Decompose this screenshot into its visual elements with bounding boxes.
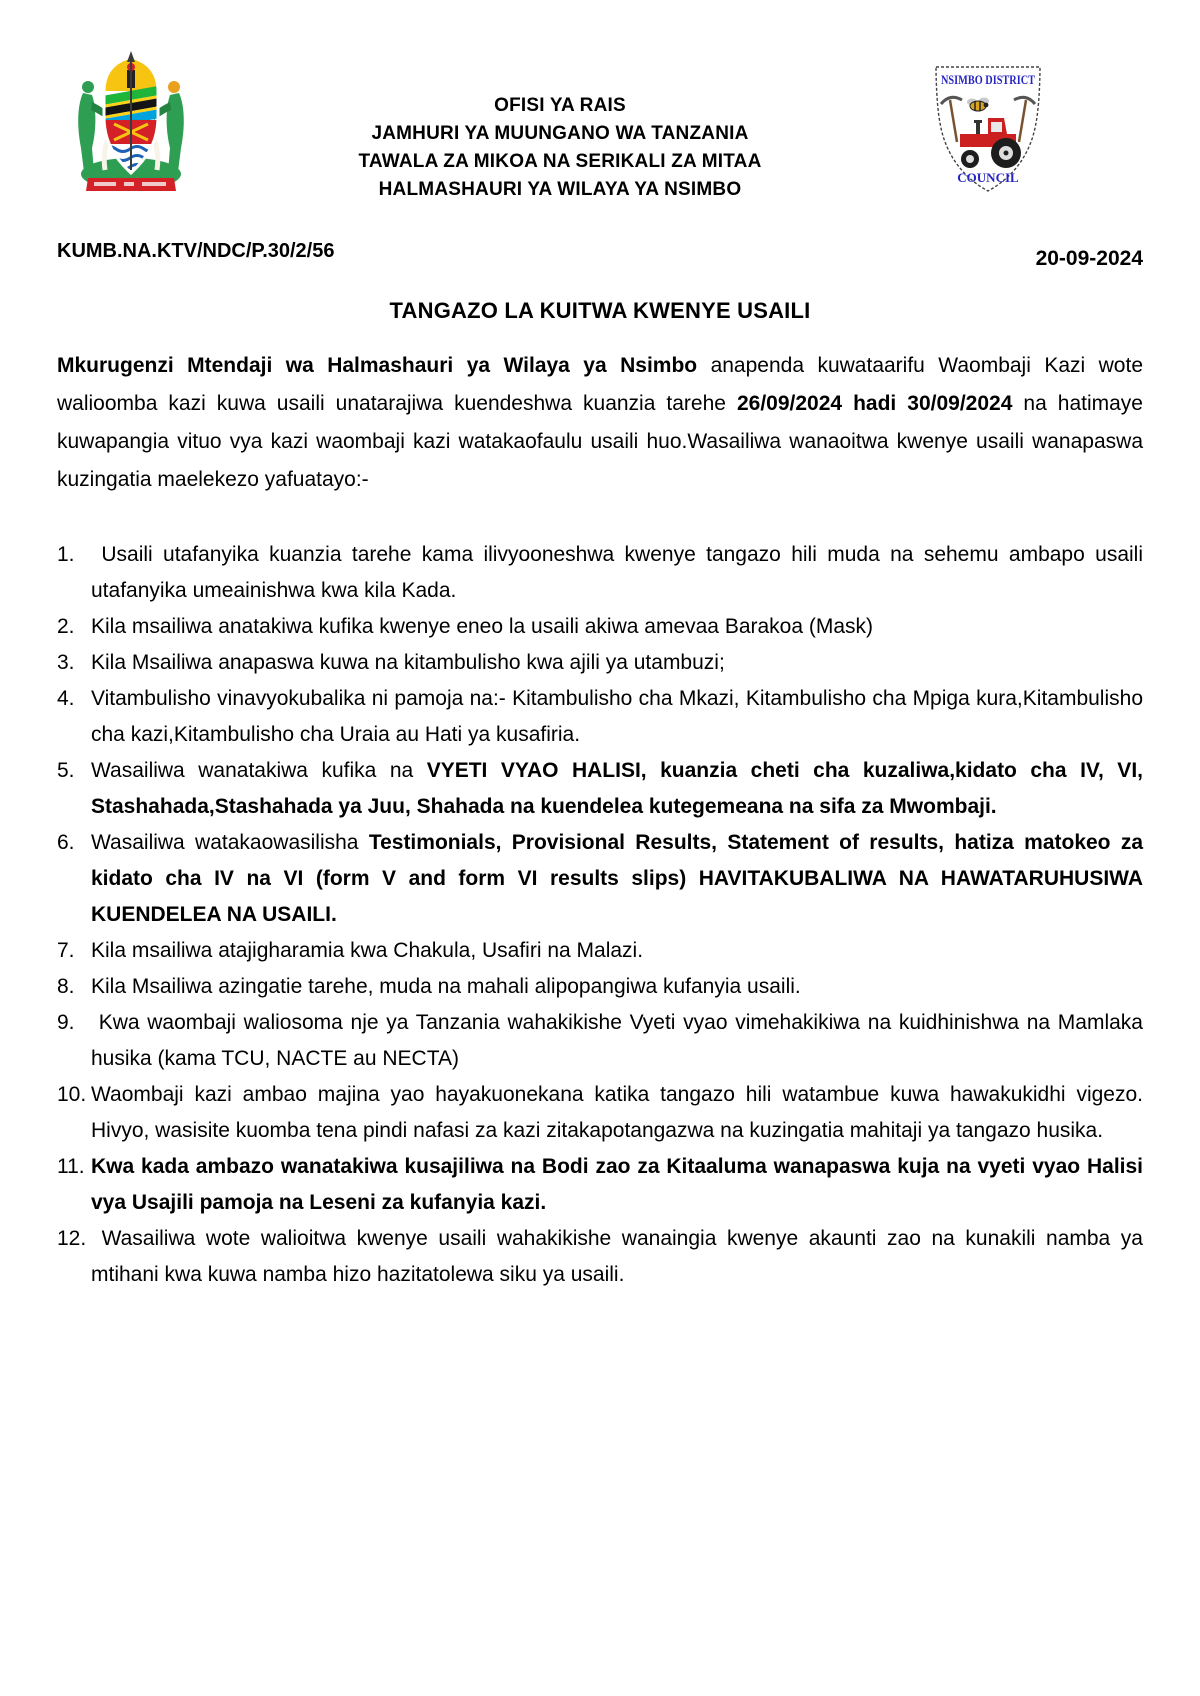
item-number: 12. (57, 1227, 87, 1250)
item-text (91, 1011, 1143, 1070)
item-number: 2. (57, 615, 75, 638)
list-item (57, 681, 1143, 753)
item-text (91, 975, 801, 998)
item-number: 11. (57, 1155, 85, 1178)
letterhead-line-2: JAMHURI YA MUUNGANO WA TANZANIA (371, 123, 749, 144)
item-text (91, 759, 1143, 818)
item-text (91, 543, 1143, 602)
letterhead-line-1: OFISI YA RAIS (494, 95, 626, 116)
item-text (91, 1227, 1143, 1286)
text-segment: Kila Msailiwa anapaswa kuwa na kitambulisho kwa ajili ya utambuzi; (91, 651, 725, 674)
text-segment: Kila msailiwa anatakiwa kufika kwenye eneo la usaili akiwa amevaa Barakoa (Mask) (91, 615, 874, 638)
item-text (91, 939, 643, 962)
item-text (91, 1155, 1143, 1214)
item-number: 8. (57, 975, 75, 998)
list-item (57, 1077, 1143, 1149)
list-item (57, 1005, 1143, 1077)
text-segment: anapenda kuwataarifu Waombaji Kazi wote walioomba kazi kuwa usaili unatarajiwa kuendeshwa kuanzia tarehe (57, 354, 1143, 415)
text-segment: Mkurugenzi Mtendaji wa Halmashauri ya Wilaya ya Nsimbo (57, 354, 698, 377)
letterhead-line-4: HALMASHAURI YA WILAYA YA NSIMBO (378, 179, 742, 200)
text-segment: Wasailiwa wote walioitwa kwenye usaili wahakikishe wanaingia kwenye akaunti zao na kunakili namba ya mtihani kwa kuwa namba hizo hazitatolewa siku ya usaili. (91, 1227, 1143, 1286)
item-number: 3. (57, 651, 75, 674)
list-item (57, 1221, 1143, 1293)
text-segment: 26/09/2024 hadi 30/09/2024 (736, 392, 1013, 415)
item-number: 6. (57, 831, 75, 854)
text-segment: Testimonials, Provisional Results, Statement of results, hatiza matokeo za kidato cha IV na VI (form V and form VI results slips) HAVITAKUBALIWA NA HAWATARUHUSIWA KUENDELEA NA USAILI. (91, 831, 1144, 926)
document-body (57, 347, 1143, 1293)
text-segment: Kwa waombaji waliosoma nje ya Tanzania wahakikishe Vyeti vyao vimehakikiwa na kuidhinishwa na Mamlaka husika (kama TCU, NACTE au NECTA) (91, 1011, 1143, 1070)
nsimbo-district-council-logo (926, 60, 1050, 205)
list-item (57, 1149, 1143, 1221)
list-item (57, 969, 1143, 1005)
item-text (91, 651, 725, 674)
reference-row (57, 240, 1143, 271)
text-segment: Usaili utafanyika kuanzia tarehe kama ilivyooneshwa kwenye tangazo hili muda na sehemu ambapo usaili utafanyika umeainishwa kwa kila Kada. (91, 543, 1143, 602)
reference-number: KUMB.NA.KTV/NDC/P.30/2/56 (57, 240, 335, 262)
document-title: TANGAZO LA KUITWA KWENYE USAILI (389, 298, 811, 323)
tanzania-coat-of-arms-logo (64, 50, 198, 211)
text-segment: Kila msailiwa atajigharamia kwa Chakula, Usafiri na Malazi. (91, 939, 644, 962)
text-segment: Kwa kada ambazo wanatakiwa kusajiliwa na Bodi zao za Kitaaluma wanapaswa kuja na vyeti vyao Halisi vya Usajili pamoja na Leseni za kufanyia kazi. (91, 1155, 1143, 1214)
text-segment: na hatimaye kuwapangia vituo vya kazi waombaji kazi watakaofaulu usaili huo.Wasailiwa wanaoitwa kwenye usaili wanapaswa kuzingatia maelekezo yafuatayo:- (57, 392, 1143, 491)
intro-paragraph (57, 347, 1143, 499)
council-logo-bottom-text: COUNCIL (957, 170, 1019, 185)
list-item (57, 609, 1143, 645)
item-text (91, 1083, 1143, 1142)
item-number: 5. (57, 759, 75, 782)
council-logo-svg (926, 60, 1050, 200)
list-item (57, 825, 1143, 933)
text-segment: Wasailiwa wanatakiwa kufika na (91, 759, 427, 782)
item-text (91, 687, 1143, 746)
coat-of-arms-svg (64, 50, 198, 206)
motto-banner (86, 178, 176, 191)
item-number: 9. (57, 1011, 75, 1034)
list-item (57, 537, 1143, 609)
letterhead-line-3: TAWALA ZA MIKOA NA SERIKALI ZA MITAA (358, 151, 762, 172)
text-segment: Vitambulisho vinavyokubalika ni pamoja na:- Kitambulisho cha Mkazi, Kitambulisho cha Mpiga kura,Kitambulisho cha kazi,Kitambulisho cha Uraia au Hati ya kusafiria. (91, 687, 1143, 746)
item-text (91, 615, 873, 638)
item-number: 10. (57, 1083, 87, 1106)
council-logo-top-text: NSIMBO DISTRICT (941, 72, 1036, 87)
item-number: 7. (57, 939, 75, 962)
list-item (57, 645, 1143, 681)
document-date: 20-09-2024 (1035, 247, 1143, 270)
item-number: 4. (57, 687, 75, 710)
list-item (57, 753, 1143, 825)
list-item (57, 933, 1143, 969)
item-text (91, 831, 1143, 926)
instructions-list (57, 537, 1143, 1293)
letterhead-text (180, 92, 940, 204)
text-segment: Wasailiwa watakaowasilisha (91, 831, 369, 854)
text-segment: Waombaji kazi ambao majina yao hayakuonekana katika tangazo hili watambue kuwa hawakukidhi vigezo. Hivyo, wasisite kuomba tena pindi nafasi za kazi zitakapotangazwa na kuzingatia mahitaji ya tangazo husika. (91, 1083, 1143, 1142)
text-segment: VYETI VYAO HALISI, kuanzia cheti cha kuzaliwa,kidato cha IV, VI, Stashahada,Stashahada ya Juu, Shahada na kuendelea kutegemeana na sifa za Mwombaji. (91, 759, 1143, 818)
text-segment: Kila Msailiwa azingatie tarehe, muda na mahali alipopangiwa kufanyia usaili. (91, 975, 801, 998)
item-number: 1. (57, 543, 75, 566)
